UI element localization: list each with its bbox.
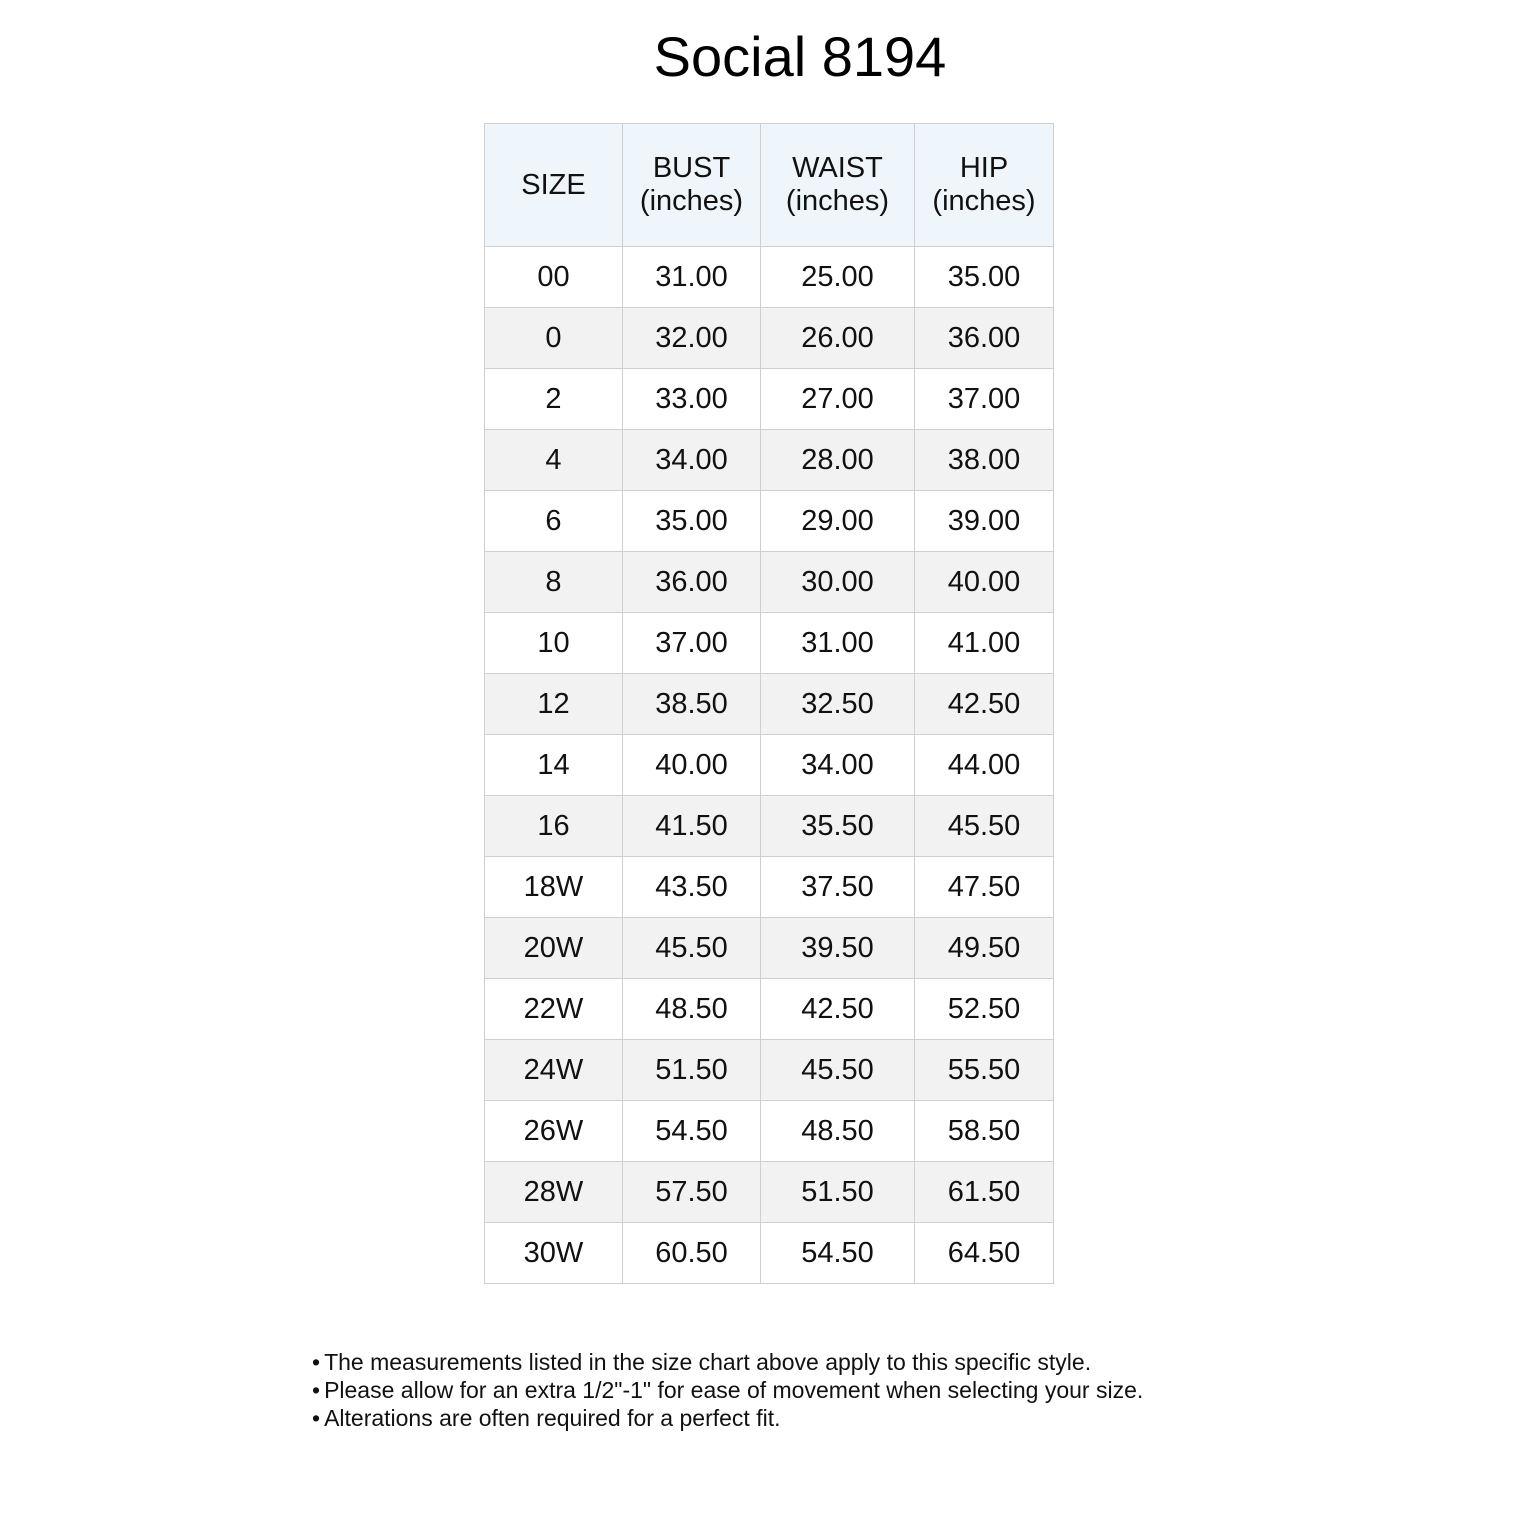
cell-bust: 51.50 [623, 1040, 761, 1101]
cell-size: 6 [485, 491, 623, 552]
cell-bust: 57.50 [623, 1162, 761, 1223]
cell-bust: 41.50 [623, 796, 761, 857]
page-title: Social 8194 [653, 25, 947, 88]
cell-bust: 32.00 [623, 308, 761, 369]
table-row [485, 1223, 1054, 1284]
note-item [312, 1348, 1312, 1376]
table-row [485, 247, 1054, 308]
cell-size: 22W [485, 979, 623, 1040]
table-body [485, 247, 1054, 1284]
header-bust-label: BUST [652, 152, 731, 184]
table-row [485, 1101, 1054, 1162]
cell-hip: 49.50 [915, 918, 1054, 979]
table-row [485, 308, 1054, 369]
cell-size: 28W [485, 1162, 623, 1223]
cell-hip: 52.50 [915, 979, 1054, 1040]
title-wrapper [0, 24, 1536, 90]
cell-hip: 47.50 [915, 857, 1054, 918]
header-hip [915, 124, 1054, 247]
cell-waist: 51.50 [761, 1162, 915, 1223]
notes-list [312, 1348, 1312, 1432]
cell-size: 14 [485, 735, 623, 796]
size-chart-table [484, 123, 1054, 1284]
table-row [485, 1162, 1054, 1223]
header-waist [761, 124, 915, 247]
cell-bust: 48.50 [623, 979, 761, 1040]
cell-waist: 34.00 [761, 735, 915, 796]
table-row [485, 796, 1054, 857]
cell-size: 24W [485, 1040, 623, 1101]
header-row [485, 124, 1054, 247]
cell-size: 4 [485, 430, 623, 491]
cell-waist: 45.50 [761, 1040, 915, 1101]
cell-hip: 42.50 [915, 674, 1054, 735]
cell-bust: 36.00 [623, 552, 761, 613]
cell-hip: 64.50 [915, 1223, 1054, 1284]
cell-bust: 40.00 [623, 735, 761, 796]
cell-waist: 30.00 [761, 552, 915, 613]
cell-waist: 42.50 [761, 979, 915, 1040]
table-row [485, 613, 1054, 674]
cell-hip: 37.00 [915, 369, 1054, 430]
table-row [485, 735, 1054, 796]
cell-hip: 36.00 [915, 308, 1054, 369]
cell-waist: 31.00 [761, 613, 915, 674]
cell-bust: 38.50 [623, 674, 761, 735]
header-bust-unit: (inches) [639, 185, 744, 217]
cell-hip: 39.00 [915, 491, 1054, 552]
cell-bust: 45.50 [623, 918, 761, 979]
cell-waist: 32.50 [761, 674, 915, 735]
cell-bust: 60.50 [623, 1223, 761, 1284]
table-row [485, 857, 1054, 918]
note-text: Please allow for an extra 1/2"-1" for ease of movement when selecting your size. [324, 1377, 1144, 1403]
table-row [485, 918, 1054, 979]
cell-hip: 44.00 [915, 735, 1054, 796]
cell-waist: 54.50 [761, 1223, 915, 1284]
table-row [485, 552, 1054, 613]
cell-size: 2 [485, 369, 623, 430]
cell-hip: 38.00 [915, 430, 1054, 491]
table-row [485, 369, 1054, 430]
cell-bust: 35.00 [623, 491, 761, 552]
note-item [312, 1404, 1312, 1432]
cell-size: 26W [485, 1101, 623, 1162]
cell-waist: 27.00 [761, 369, 915, 430]
note-text: Alterations are often required for a perfect fit. [324, 1405, 781, 1431]
cell-bust: 37.00 [623, 613, 761, 674]
cell-hip: 55.50 [915, 1040, 1054, 1101]
cell-size: 10 [485, 613, 623, 674]
table-row [485, 1040, 1054, 1101]
cell-hip: 45.50 [915, 796, 1054, 857]
cell-waist: 48.50 [761, 1101, 915, 1162]
cell-waist: 37.50 [761, 857, 915, 918]
header-bust [623, 124, 761, 247]
cell-size: 30W [485, 1223, 623, 1284]
header-waist-unit: (inches) [785, 185, 890, 217]
cell-bust: 43.50 [623, 857, 761, 918]
table-row [485, 979, 1054, 1040]
cell-hip: 41.00 [915, 613, 1054, 674]
cell-waist: 26.00 [761, 308, 915, 369]
cell-bust: 33.00 [623, 369, 761, 430]
bullet-icon: • [312, 1405, 321, 1431]
cell-size: 0 [485, 308, 623, 369]
cell-bust: 31.00 [623, 247, 761, 308]
cell-hip: 61.50 [915, 1162, 1054, 1223]
table-row [485, 491, 1054, 552]
cell-hip: 35.00 [915, 247, 1054, 308]
note-text: The measurements listed in the size chart above apply to this specific style. [324, 1349, 1092, 1375]
header-hip-label: HIP [959, 152, 1009, 184]
cell-size: 00 [485, 247, 623, 308]
header-hip-unit: (inches) [932, 185, 1036, 217]
cell-waist: 35.50 [761, 796, 915, 857]
cell-bust: 54.50 [623, 1101, 761, 1162]
cell-size: 20W [485, 918, 623, 979]
cell-hip: 40.00 [915, 552, 1054, 613]
cell-size: 8 [485, 552, 623, 613]
cell-bust: 34.00 [623, 430, 761, 491]
cell-size: 16 [485, 796, 623, 857]
table-header [485, 124, 1054, 247]
cell-waist: 28.00 [761, 430, 915, 491]
bullet-icon: • [312, 1349, 321, 1375]
table-row [485, 430, 1054, 491]
cell-hip: 58.50 [915, 1101, 1054, 1162]
cell-size: 18W [485, 857, 623, 918]
cell-waist: 29.00 [761, 491, 915, 552]
header-waist-label: WAIST [792, 152, 883, 184]
header-size-label: SIZE [521, 168, 586, 201]
note-item [312, 1376, 1312, 1404]
bullet-icon: • [312, 1377, 321, 1403]
cell-waist: 39.50 [761, 918, 915, 979]
cell-waist: 25.00 [761, 247, 915, 308]
header-size [485, 124, 623, 247]
cell-size: 12 [485, 674, 623, 735]
table-row [485, 674, 1054, 735]
